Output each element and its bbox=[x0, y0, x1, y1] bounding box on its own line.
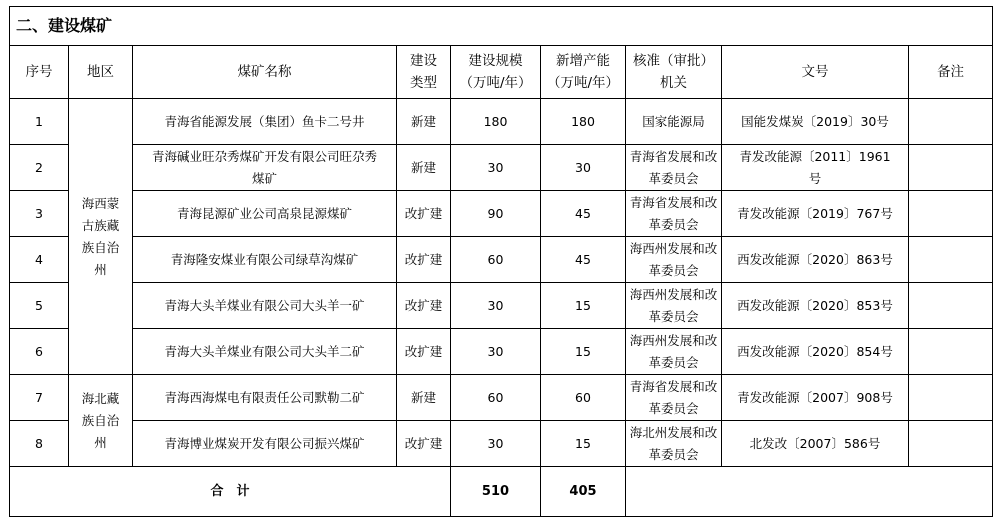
cell-doc-no: 青发改能源〔2019〕767号 bbox=[722, 191, 909, 237]
cell-doc-no: 北发改〔2007〕586号 bbox=[722, 421, 909, 467]
cell-approval: 青海省发展和改 革委员会 bbox=[626, 375, 722, 421]
section-title-row bbox=[10, 7, 993, 46]
table-row bbox=[10, 191, 993, 237]
cell-mine-name: 青海博业煤炭开发有限公司振兴煤矿 bbox=[133, 421, 397, 467]
cell-scale: 30 bbox=[451, 329, 541, 375]
header-approval: 核准（审批） 机关 bbox=[626, 46, 722, 99]
cell-index: 7 bbox=[10, 375, 69, 421]
cell-remarks bbox=[909, 421, 993, 467]
header-index: 序号 bbox=[10, 46, 69, 99]
cell-index: 5 bbox=[10, 283, 69, 329]
cell-mine-name: 青海隆安煤业有限公司绿草沟煤矿 bbox=[133, 237, 397, 283]
table-row bbox=[10, 329, 993, 375]
cell-scale: 30 bbox=[451, 421, 541, 467]
section-title: 二、建设煤矿 bbox=[10, 7, 993, 46]
cell-doc-no: 西发改能源〔2020〕853号 bbox=[722, 283, 909, 329]
cell-approval: 海西州发展和改 革委员会 bbox=[626, 237, 722, 283]
header-build-type: 建设 类型 bbox=[397, 46, 451, 99]
cell-mine-name: 青海昆源矿业公司高泉昆源煤矿 bbox=[133, 191, 397, 237]
cell-scale: 60 bbox=[451, 237, 541, 283]
cell-build-type: 改扩建 bbox=[397, 283, 451, 329]
cell-approval: 国家能源局 bbox=[626, 99, 722, 145]
cell-approval: 海北州发展和改 革委员会 bbox=[626, 421, 722, 467]
cell-scale: 30 bbox=[451, 145, 541, 191]
cell-remarks bbox=[909, 375, 993, 421]
total-scale: 510 bbox=[451, 467, 541, 517]
cell-build-type: 新建 bbox=[397, 375, 451, 421]
table-header-row bbox=[10, 46, 993, 99]
table-row bbox=[10, 421, 993, 467]
cell-mine-name: 青海省能源发展（集团）鱼卡二号井 bbox=[133, 99, 397, 145]
total-empty bbox=[626, 467, 993, 517]
cell-doc-no: 国能发煤炭〔2019〕30号 bbox=[722, 99, 909, 145]
cell-remarks bbox=[909, 191, 993, 237]
cell-doc-no: 青发改能源〔2007〕908号 bbox=[722, 375, 909, 421]
total-row bbox=[10, 467, 993, 517]
cell-index: 6 bbox=[10, 329, 69, 375]
cell-mine-name: 青海大头羊煤业有限公司大头羊一矿 bbox=[133, 283, 397, 329]
cell-remarks bbox=[909, 145, 993, 191]
cell-mine-name: 青海大头羊煤业有限公司大头羊二矿 bbox=[133, 329, 397, 375]
cell-build-type: 改扩建 bbox=[397, 237, 451, 283]
cell-region-haibei: 海北藏 族自治 州 bbox=[69, 375, 133, 467]
cell-index: 1 bbox=[10, 99, 69, 145]
cell-build-type: 改扩建 bbox=[397, 329, 451, 375]
header-doc-no: 文号 bbox=[722, 46, 909, 99]
cell-doc-no: 西发改能源〔2020〕854号 bbox=[722, 329, 909, 375]
cell-build-type: 新建 bbox=[397, 145, 451, 191]
cell-build-type: 改扩建 bbox=[397, 421, 451, 467]
cell-capacity: 15 bbox=[541, 421, 626, 467]
cell-remarks bbox=[909, 283, 993, 329]
cell-index: 4 bbox=[10, 237, 69, 283]
total-label: 合 计 bbox=[10, 467, 451, 517]
header-region: 地区 bbox=[69, 46, 133, 99]
cell-region-haixi: 海西蒙 古族藏 族自治 州 bbox=[69, 99, 133, 375]
cell-approval: 青海省发展和改 革委员会 bbox=[626, 191, 722, 237]
table-row bbox=[10, 145, 993, 191]
cell-scale: 30 bbox=[451, 283, 541, 329]
cell-capacity: 15 bbox=[541, 329, 626, 375]
cell-build-type: 改扩建 bbox=[397, 191, 451, 237]
cell-doc-no: 青发改能源〔2011〕1961 号 bbox=[722, 145, 909, 191]
cell-scale: 180 bbox=[451, 99, 541, 145]
cell-index: 8 bbox=[10, 421, 69, 467]
header-remarks: 备注 bbox=[909, 46, 993, 99]
total-capacity: 405 bbox=[541, 467, 626, 517]
cell-mine-name: 青海碱业旺尕秀煤矿开发有限公司旺尕秀 煤矿 bbox=[133, 145, 397, 191]
cell-capacity: 30 bbox=[541, 145, 626, 191]
cell-capacity: 60 bbox=[541, 375, 626, 421]
cell-index: 2 bbox=[10, 145, 69, 191]
cell-doc-no: 西发改能源〔2020〕863号 bbox=[722, 237, 909, 283]
table-row bbox=[10, 99, 993, 145]
cell-build-type: 新建 bbox=[397, 99, 451, 145]
cell-scale: 90 bbox=[451, 191, 541, 237]
table-row bbox=[10, 375, 993, 421]
cell-capacity: 180 bbox=[541, 99, 626, 145]
cell-mine-name: 青海西海煤电有限责任公司默勒二矿 bbox=[133, 375, 397, 421]
table-row bbox=[10, 283, 993, 329]
cell-remarks bbox=[909, 237, 993, 283]
cell-scale: 60 bbox=[451, 375, 541, 421]
cell-remarks bbox=[909, 329, 993, 375]
cell-approval: 青海省发展和改 革委员会 bbox=[626, 145, 722, 191]
cell-capacity: 15 bbox=[541, 283, 626, 329]
cell-index: 3 bbox=[10, 191, 69, 237]
cell-approval: 海西州发展和改 革委员会 bbox=[626, 283, 722, 329]
header-capacity: 新增产能 （万吨/年） bbox=[541, 46, 626, 99]
header-scale: 建设规模 （万吨/年） bbox=[451, 46, 541, 99]
cell-capacity: 45 bbox=[541, 237, 626, 283]
cell-approval: 海西州发展和改 革委员会 bbox=[626, 329, 722, 375]
cell-capacity: 45 bbox=[541, 191, 626, 237]
table-row bbox=[10, 237, 993, 283]
header-mine-name: 煤矿名称 bbox=[133, 46, 397, 99]
cell-remarks bbox=[909, 99, 993, 145]
coal-mine-table bbox=[9, 6, 993, 517]
